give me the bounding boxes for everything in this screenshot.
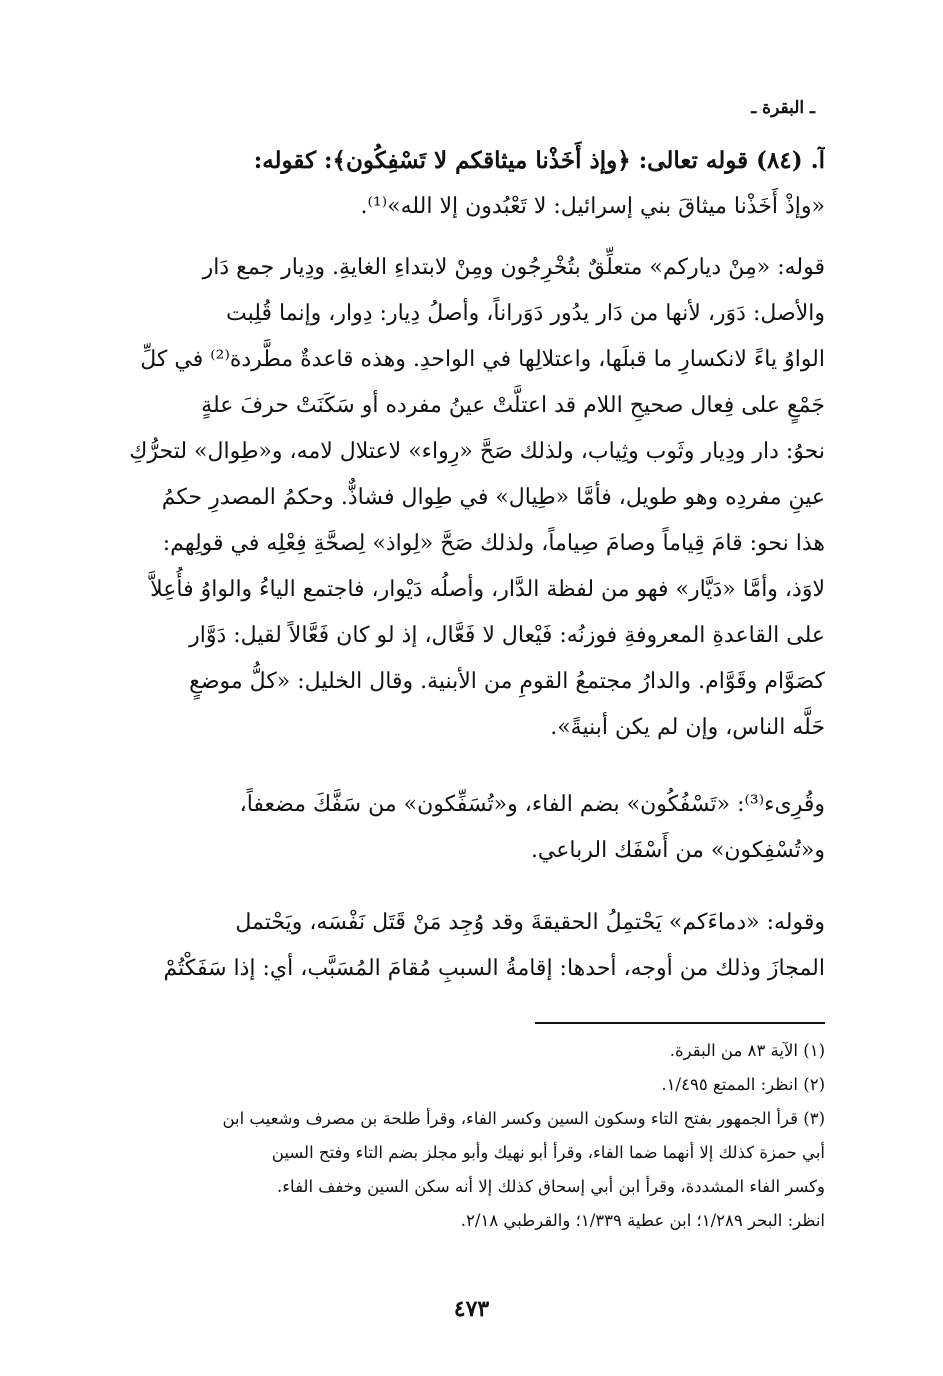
footnote-separator: [535, 1022, 825, 1024]
text-line: وقُرِىء⁽³⁾: «تَسْفُكُون» بضم الفاء، و«تُسَفِّكون» من سَفَّكَ مضعفاً،: [239, 792, 825, 817]
verse-paragraph: [120, 138, 825, 230]
footnote-line: (٣) قرأ الجمهور بفتح التاء وسكون السين وكسر الفاء، وقرأ طلحة بن مصرف وشعيب ابن: [222, 1109, 825, 1128]
footnote-line: انظر: البحر ١/٢٨٩؛ ابن عطية ١/٣٣٩؛ والقرطبي ٢/١٨.: [460, 1211, 825, 1230]
text-line: «وإذْ أَخَذْنا ميثاقَ بني إسرائيل: لا تَعْبُدون إلا الله»⁽¹⁾.: [360, 194, 825, 219]
text-line: كصَوَّام وقَوَّام. والدارُ مجتمعُ القومِ من الأبنية. وقال الخليل: «كلُّ موضعٍ: [189, 669, 825, 694]
commentary-paragraph: [120, 245, 825, 751]
footnote-line: (٢) انظر: الممتع ١/٤٩٥.: [661, 1075, 825, 1094]
meaning-paragraph: [120, 900, 825, 992]
text-line: وقوله: «دماءَكم» يَحْتمِلُ الحقيقةَ وقد وُجِد مَنْ قَتَل نَفْسَه، ويَحْتمل: [235, 910, 825, 935]
text-line: و«تُسْفِكون» من أَسْفَك الرباعي.: [530, 838, 825, 863]
text-line: والأصل: دَوَر، لأنها من دَار يدُور دَوَراناً، وأصلُ دِيار: دِوار، وإنما قُلِبت: [225, 301, 825, 326]
text-line: الواوُ ياءً لانكسارِ ما قبلَها، واعتلالِها في الواحدِ. وهذه قاعدةٌ مطَّردة⁽²⁾ في كلِّ: [140, 347, 825, 372]
text-line: نحوُ: دار ودِيار وثَوب وثِياب، ولذلك صَحَّ «رِواء» لاعتلال لامه، و«طِوال» لتحرُّكِ: [129, 439, 825, 464]
footnote-line: وكسر الفاء المشددة، وقرأ ابن أبي إسحاق كذلك إلا أنه سكن السين وخفف الفاء.: [277, 1177, 825, 1196]
text-line: عينِ مفردِه وهو طويل، فأمَّا «طِيال» في طِوال فشاذٌّ. وحكمُ المصدرِ حكمُ: [161, 485, 825, 510]
footnote-line: أبي حمزة كذلك إلا أنهما ضما الفاء، وقرأ أبو نهيك وأبو مجلز بضم التاء وفتح السين: [271, 1143, 825, 1162]
footnote-line: (١) الآية ٨٣ من البقرة.: [669, 1041, 825, 1060]
text-line: حَلَّه الناس، وإن لم يكن أبنيةً».: [550, 715, 825, 740]
readings-paragraph: [120, 782, 825, 874]
text-line: هذا نحو: قامَ قِياماً وصامَ صِياماً، ولذلك صَحَّ «لِواذ» لِصحَّةِ فِعْلِه في قولِهم:: [162, 531, 825, 556]
page-number: ٤٧٣: [453, 1296, 490, 1322]
footnotes: [120, 1034, 825, 1238]
text-line: جَمْعٍ على فِعال صحيحِ اللام قد اعتلَّتْ عينُ مفرده أو سَكَنَتْ حرفَ علةٍ: [201, 393, 825, 418]
text-line: لاوَذ، وأمَّا «دَيَّار» فهو من لفظة الدَّار، وأصلُه دَيْوار، فاجتمع الياءُ والواوُ فأُعِلاَّ: [150, 577, 825, 602]
text-line: المجازَ وذلك من أوجه، أحدها: إقامةُ السببِ مُقامَ المُسَبَّب، أي: إذا سَفَكْتُمْ: [163, 956, 825, 981]
text-line: على القاعدةِ المعروفةِ فوزنُه: فَيْعال لا فَعَّال، إذ لو كان فَعَّالاً لقيل: دَوَّار: [189, 623, 825, 648]
text-line: قوله: «مِنْ دياركم» متعلِّقٌ بتُخْرِجُون ومِنْ لابتداءِ الغايةِ. ودِيار جمع دَار: [202, 255, 825, 280]
running-header: ـ البقرة ـ: [751, 98, 815, 118]
text-line: آ. (٨٤) قوله تعالى: ﴿وإذ أَخَذْنا ميثاقكم لا تَسْفِكُون﴾: كقوله:: [253, 147, 825, 174]
